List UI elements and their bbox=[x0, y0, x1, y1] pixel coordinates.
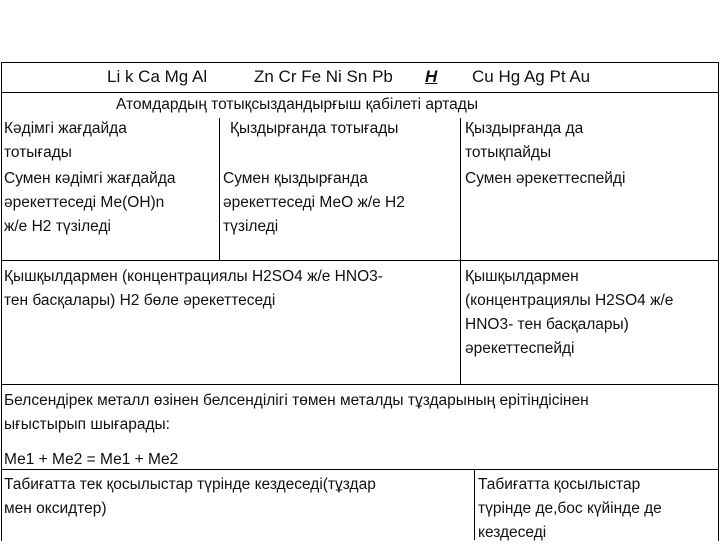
acids-active-medium: Қышқылдармен (концентрациялы Н2SO4 ж/е НNO3- тен басқалары) Н2 бөле әрекеттеседі bbox=[4, 268, 383, 309]
oxidation-inactive: Қыздырғанда да тотықпайды bbox=[465, 120, 584, 161]
reducing-note: Атомдардың тотықсыздандырғыш қабілеті артады bbox=[116, 96, 478, 113]
row-divider-acids bbox=[1, 384, 718, 385]
water-medium: Сумен қыздырғанда әрекеттеседі МеО ж/е Н2 түзіледі bbox=[223, 170, 405, 235]
oxidation-medium: Қыздырғанда тотығады bbox=[230, 120, 399, 137]
displacement-text: Белсендірек металл өзінен белсенділігі төмен металды тұздарының ерітіндісінен ығыстырып шығарады: bbox=[4, 392, 589, 433]
water-active: Сумен кәдімгі жағдайда әрекеттеседі Ме(ОН)n ж/е Н2 түзіледі bbox=[4, 170, 176, 235]
series-inactive: Cu Hg Ag Pt Au bbox=[472, 67, 591, 86]
series-hydrogen: H bbox=[425, 67, 438, 86]
series-medium: Zn Cr Fe Ni Sn Pb bbox=[254, 67, 393, 86]
displacement-equation: Ме1 + Ме2 = Ме1 + Ме2 bbox=[4, 451, 179, 468]
nature-inactive: Табиғатта қосылыстар түрінде де,бос күйінде де кездеседі bbox=[478, 476, 662, 541]
series-active: Li k Ca Mg Al bbox=[107, 67, 208, 86]
nature-active-medium: Табиғатта тек қосылыстар түрінде кездеседі(тұздар мен оксидтер) bbox=[4, 476, 376, 517]
acids-inactive: Қышқылдармен (концентрациялы Н2SO4 ж/е НNO3- тен басқалары) әрекеттеспейді bbox=[465, 268, 674, 357]
col-divider-2 bbox=[460, 118, 461, 384]
col-divider-1 bbox=[219, 118, 220, 260]
water-inactive: Сумен әрекеттеспейді bbox=[465, 170, 626, 187]
oxidation-active: Кәдімгі жағдайда тотығады bbox=[4, 120, 127, 161]
row-divider-water bbox=[1, 260, 718, 261]
col-divider-3 bbox=[474, 469, 475, 540]
